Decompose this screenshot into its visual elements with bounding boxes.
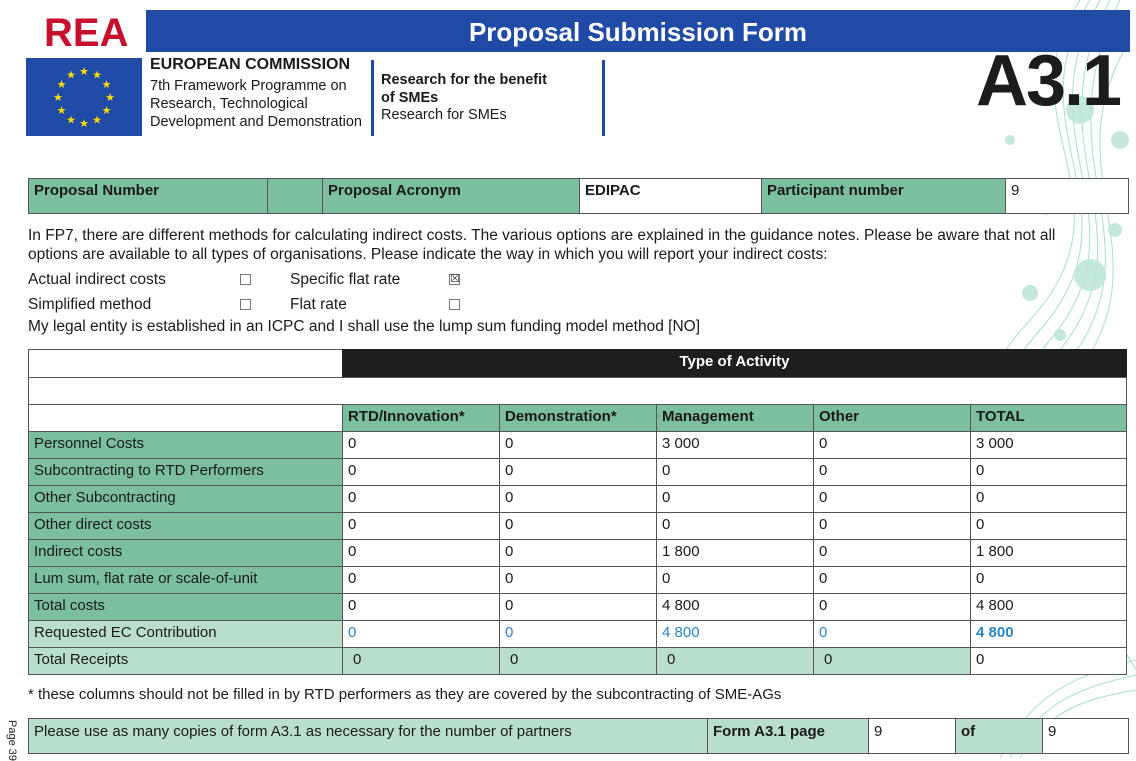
table-cell[interactable]: 0 [499,431,657,459]
row-label: Total Receipts [28,647,343,675]
eu-star-icon: ★ [92,114,102,127]
table-cell[interactable]: 0 [813,620,971,648]
intro-line-1: In FP7, there are different methods for calculating indirect costs. The various options are explained in the guidance notes. Please be aware that not all [28,227,1056,244]
org-line-2: Research, Technological [150,96,308,112]
eu-star-icon: ★ [105,92,115,104]
option-flat-label: Flat rate [290,296,347,313]
row-label: Indirect costs [28,539,343,567]
table-cell[interactable]: 4 800 [656,620,814,648]
table-cell[interactable]: 0 [499,512,657,540]
table-cell[interactable]: 0 [813,539,971,567]
option-actual-label: Actual indirect costs [28,271,166,288]
programme-line-2: of SMEs [381,90,439,106]
table-cell[interactable]: 1 800 [656,539,814,567]
table-cell[interactable]: 0 [970,485,1127,513]
table-cell[interactable]: 0 [342,485,500,513]
table-spacer-row [28,377,1127,405]
org-line-1: 7th Framework Programme on [150,78,347,94]
eu-flag-icon [26,58,142,136]
eu-star-icon: ★ [66,114,76,127]
eu-star-icon: ★ [92,69,102,82]
of-label: of [955,718,1043,754]
table-cell[interactable]: 0 [970,458,1127,486]
table-cell[interactable]: 0 [342,431,500,459]
table-cell[interactable]: 0 [656,458,814,486]
table-cell[interactable]: 0 [342,566,500,594]
table-cell[interactable]: 0 [656,566,814,594]
logo-text: REA [44,12,128,52]
row-label: Other direct costs [28,512,343,540]
eu-star-icon: ★ [79,66,89,78]
column-header: TOTAL [970,404,1127,432]
row-label: Other Subcontracting [28,485,343,513]
programme-line-1: Research for the benefit [381,72,547,88]
table-cell[interactable]: 3 000 [970,431,1127,459]
header-divider [371,60,374,136]
programme-title [381,71,547,107]
table-cell[interactable]: 0 [813,593,971,621]
footnote: * these columns should not be filled in by RTD performers as they are covered by the subcontracting of SME-AGs [28,686,782,703]
page-field[interactable]: 9 [868,718,956,754]
table-cell[interactable]: 0 [499,458,657,486]
proposal-number-label: Proposal Number [28,178,268,214]
table-cell[interactable]: 0 [499,539,657,567]
org-name: EUROPEAN COMMISSION [150,56,351,73]
table-corner [28,349,343,378]
proposal-acronym-label: Proposal Acronym [322,178,580,214]
programme-subtitle: Research for SMEs [381,107,507,123]
copies-note: Please use as many copies of form A3.1 as necessary for the number of partners [28,718,708,754]
table-cell[interactable]: 0 [342,458,500,486]
table-cell[interactable]: 0 [342,512,500,540]
form-code: A3.1 [976,41,1121,121]
column-header: Demonstration* [499,404,657,432]
table-cell[interactable]: 0 [499,566,657,594]
table-cell[interactable]: 0 [342,539,500,567]
eu-star-icon: ★ [79,118,89,130]
table-cell[interactable]: 3 000 [656,431,814,459]
table-cell[interactable]: 0 [342,593,500,621]
column-header: Management [656,404,814,432]
intro-line-2: options are available to all types of organisations. Please indicate the way in which you will report your indirect costs: [28,246,828,263]
table-cell[interactable]: 0 [970,512,1127,540]
table-cell[interactable]: 0 [499,647,657,675]
proposal-number-field[interactable] [267,178,323,214]
table-cell[interactable]: 0 [656,512,814,540]
table-cell[interactable]: 4 800 [970,620,1127,648]
table-cell[interactable]: 0 [342,647,500,675]
page-label: Form A3.1 page [707,718,869,754]
eu-star-icon: ★ [101,105,112,117]
row-label: Personnel Costs [28,431,343,459]
header-empty-cell [28,404,343,432]
table-cell[interactable]: 4 800 [970,593,1127,621]
option-simplified-label: Simplified method [28,296,152,313]
column-header: Other [813,404,971,432]
side-page-text: Page 39 [6,720,18,761]
table-cell[interactable]: 0 [342,620,500,648]
option-specific-label: Specific flat rate [290,271,401,288]
eu-star-icon: ★ [66,69,76,82]
proposal-acronym-field[interactable]: EDIPAC [579,178,762,214]
option-flat-checkbox[interactable] [449,299,460,310]
table-cell[interactable]: 0 [970,647,1127,675]
org-line-3: Development and Demonstration [150,114,362,130]
table-cell[interactable]: 0 [813,512,971,540]
column-header: RTD/Innovation* [342,404,500,432]
table-cell[interactable]: 0 [813,485,971,513]
row-label: Total costs [28,593,343,621]
eu-star-icon: ★ [101,79,112,91]
row-label: Subcontracting to RTD Performers [28,458,343,486]
table-cell[interactable]: 0 [499,485,657,513]
org-lines [150,77,362,131]
page-title: Proposal Submission Form [146,10,1130,52]
of-field[interactable]: 9 [1042,718,1129,754]
rea-logo [44,12,128,52]
table-cell[interactable]: 0 [813,647,971,675]
option-simplified-checkbox[interactable] [240,299,251,310]
table-cell[interactable]: 0 [813,566,971,594]
eu-star-icon: ★ [53,92,63,104]
table-cell[interactable]: 1 800 [970,539,1127,567]
participant-number-field[interactable]: 9 [1005,178,1129,214]
participant-number-label: Participant number [761,178,1006,214]
table-cell[interactable]: 0 [813,431,971,459]
table-cell[interactable]: 0 [656,647,814,675]
side-page-number [2,720,22,761]
table-cell[interactable]: 4 800 [656,593,814,621]
table-cell[interactable]: 0 [970,566,1127,594]
eu-star-icon: ★ [56,105,67,117]
option-specific-checkbox[interactable]: ☒ [450,273,460,285]
legal-note: My legal entity is established in an ICPC and I shall use the lump sum funding model method [NO] [28,318,701,335]
table-cell[interactable]: 0 [499,620,657,648]
row-label: Lum sum, flat rate or scale-of-unit [28,566,343,594]
table-cell[interactable]: 0 [499,593,657,621]
eu-star-icon: ★ [56,79,67,91]
header-divider-2 [602,60,605,136]
row-label: Requested EC Contribution [28,620,343,648]
table-cell[interactable]: 0 [813,458,971,486]
activity-title: Type of Activity [342,349,1127,378]
option-actual-checkbox[interactable] [240,274,251,285]
table-cell[interactable]: 0 [656,485,814,513]
